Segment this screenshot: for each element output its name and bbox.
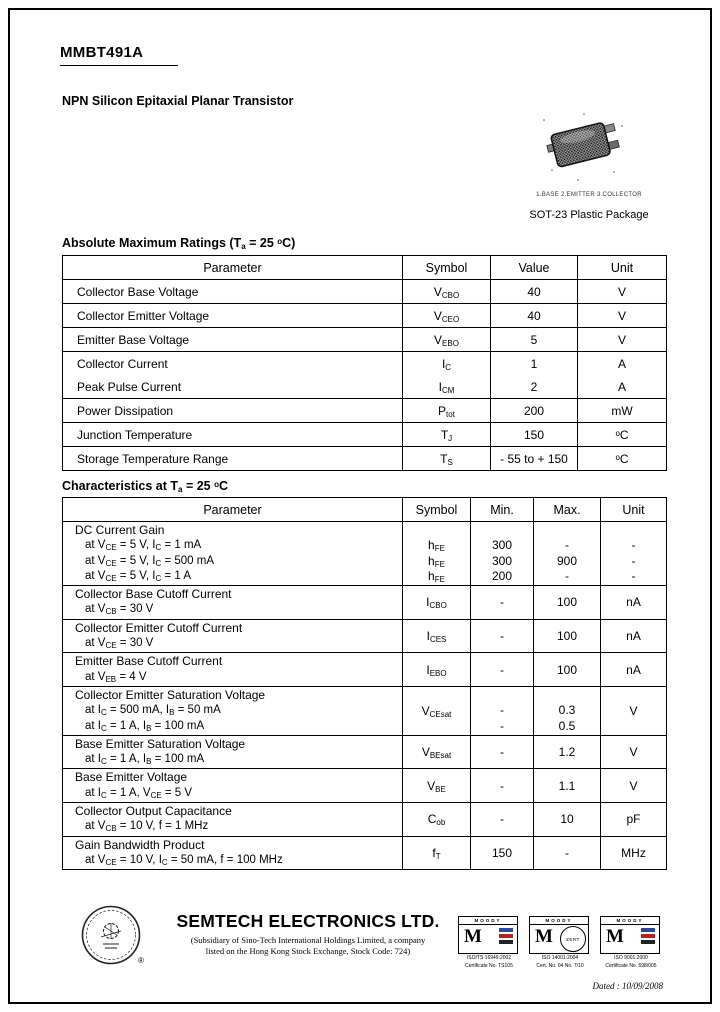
symbol-cell: $C_{ob}$ — [403, 803, 471, 837]
accreditation-marks-icon — [641, 928, 655, 944]
table-row — [63, 619, 667, 653]
param-cell: Collector Current — [63, 352, 403, 376]
symbol-cell: $V_{CEO}$ — [403, 304, 491, 328]
characteristics-table-body — [63, 522, 667, 870]
column-header: Max. — [534, 498, 601, 522]
symbol-cell: $V_{EBO}$ — [403, 328, 491, 352]
symbol-cell: $I_{CBO}$ — [403, 586, 471, 620]
param-cell: Collector Emitter Cutoff Current at $V_{CE} = 30$ V — [63, 619, 403, 653]
cert-number: Certificate No. 698/005 — [605, 962, 657, 969]
abs-max-table-body — [63, 280, 667, 471]
unit-cell: V — [601, 735, 667, 769]
max-cell: 100 — [534, 653, 601, 687]
table-row — [63, 836, 667, 870]
max-cell: - 900 - — [534, 522, 601, 586]
company-block — [158, 911, 458, 956]
registered-trademark: ® — [138, 956, 144, 965]
param-cell: Collector Emitter Saturation Voltage at $I_C = 500$ mA, $I_B = 50$ mA at $I_C = 1$ A, $I_B = 100$ mA — [63, 686, 403, 735]
moody-logo-icon: M — [464, 926, 482, 947]
table-row — [63, 803, 667, 837]
unit-cell: nA — [601, 653, 667, 687]
unit-cell: V — [578, 304, 667, 328]
cert-badges — [458, 916, 662, 969]
symbol-cell: $V_{CBO}$ — [403, 280, 491, 304]
symbol-cell: $V_{BEsat}$ — [403, 735, 471, 769]
company-subtext-line1: (Subsidiary of Sino-Tech International Holdings Limited, a company — [190, 935, 426, 945]
symbol-cell: $I_{EBO}$ — [403, 653, 471, 687]
symbol-cell: $f_T$ — [403, 836, 471, 870]
package-caption: SOT-23 Plastic Package — [529, 209, 649, 221]
unit-cell: A — [578, 352, 667, 376]
unit-cell: - - - — [601, 522, 667, 586]
table-row — [63, 769, 667, 803]
param-cell: Collector Base Cutoff Current at $V_{CB} = 30$ V — [63, 586, 403, 620]
max-cell: 100 — [534, 586, 601, 620]
symbol-cell: $I_C$ — [403, 352, 491, 376]
min-cell: - — [471, 769, 534, 803]
max-cell: 1.1 — [534, 769, 601, 803]
cert-badge-logo — [529, 916, 589, 954]
unit-cell: A — [578, 375, 667, 399]
param-cell: Peak Pulse Current — [63, 375, 403, 399]
param-cell: Base Emitter Voltage at $I_C = 1$ A, $V_{CE} = 5$ V — [63, 769, 403, 803]
param-cell: Collector Emitter Voltage — [63, 304, 403, 328]
table-row — [63, 653, 667, 687]
unit-cell: nA — [601, 586, 667, 620]
min-cell: - — [471, 586, 534, 620]
param-cell: Junction Temperature — [63, 423, 403, 447]
pin-labels: 1.BASE 2.EMITTER 3.COLLECTOR — [536, 192, 642, 198]
symbol-cell: $P_{tot}$ — [403, 399, 491, 423]
min-cell: 300 300 200 — [471, 522, 534, 586]
value-cell: 200 — [491, 399, 578, 423]
table-header-row — [63, 498, 667, 522]
accreditation-marks-icon — [499, 928, 513, 944]
max-cell: 100 — [534, 619, 601, 653]
unit-cell: $^o$C — [578, 447, 667, 471]
characteristics-table — [62, 497, 667, 870]
cert-standard: ISO 9001:2000 — [614, 955, 648, 961]
sot23-package-photo-icon — [534, 106, 630, 190]
unit-cell: mW — [578, 399, 667, 423]
part-number-title: MMBT491A — [60, 44, 178, 66]
value-cell: 5 — [491, 328, 578, 352]
table-header-row — [63, 256, 667, 280]
dated-label: Dated : 10/09/2008 — [592, 981, 663, 991]
cert-badge — [529, 916, 591, 969]
zert-seal-icon: ZERT — [560, 926, 586, 952]
symbol-cell: $I_{CM}$ — [403, 375, 491, 399]
value-cell: - 55 to + 150 — [491, 447, 578, 471]
cert-badge-logo — [458, 916, 518, 954]
moody-label: MOODY — [601, 917, 659, 925]
cert-badge — [458, 916, 520, 969]
param-cell: Gain Bandwidth Product at $V_{CE} = 10$ V, $I_C = 50$ mA, f = 100 MHz — [63, 836, 403, 870]
value-cell: 40 — [491, 304, 578, 328]
max-cell: 1.2 — [534, 735, 601, 769]
abs-max-heading: Absolute Maximum Ratings ($T_a = 25$ $^o$C) — [62, 236, 296, 251]
unit-cell: V — [578, 328, 667, 352]
column-header: Parameter — [63, 498, 403, 522]
param-cell: Emitter Base Voltage — [63, 328, 403, 352]
moody-label: MOODY — [459, 917, 517, 925]
max-cell: - — [534, 836, 601, 870]
table-row — [63, 447, 667, 471]
table-row — [63, 735, 667, 769]
param-cell: Collector Base Voltage — [63, 280, 403, 304]
value-cell: 40 — [491, 280, 578, 304]
moody-logo-icon: M — [535, 926, 553, 947]
column-header: Value — [491, 256, 578, 280]
column-header: Unit — [578, 256, 667, 280]
param-cell: Emitter Base Cutoff Current at $V_{EB} = 4$ V — [63, 653, 403, 687]
param-cell: DC Current Gain at $V_{CE} = 5$ V, $I_C = 1$ mA at $V_{CE} = 5$ V, $I_C = 500$ mA at $V_{CE} = 5$ V, $I_C = 1$ A — [63, 522, 403, 586]
cert-standard: ISO/TS 16949:2002 — [466, 955, 512, 961]
moody-logo-icon: M — [606, 926, 624, 947]
column-header: Symbol — [403, 256, 491, 280]
cert-number: Certificate No. TS105 — [465, 962, 513, 969]
param-cell: Base Emitter Saturation Voltage at $I_C = 1$ A, $I_B = 100$ mA — [63, 735, 403, 769]
abs-max-table — [62, 255, 667, 471]
table-row — [63, 352, 667, 376]
unit-cell: V — [578, 280, 667, 304]
column-header: Unit — [601, 498, 667, 522]
max-cell: 10 — [534, 803, 601, 837]
min-cell: - — [471, 803, 534, 837]
table-row — [63, 280, 667, 304]
table-row — [63, 522, 667, 586]
column-header: Min. — [471, 498, 534, 522]
max-cell: 0.3 0.5 — [534, 686, 601, 735]
cert-standard: ISO 14001:2004 — [541, 955, 579, 961]
min-cell: - — [471, 653, 534, 687]
param-cell: Collector Output Capacitance at $V_{CB} = 10$ V, f = 1 MHz — [63, 803, 403, 837]
symbol-cell: $h_{FE}$ $h_{FE}$ $h_{FE}$ — [403, 522, 471, 586]
param-cell: Power Dissipation — [63, 399, 403, 423]
param-cell: Storage Temperature Range — [63, 447, 403, 471]
value-cell: 1 — [491, 352, 578, 376]
value-cell: 2 — [491, 375, 578, 399]
table-row — [63, 423, 667, 447]
table-row — [63, 586, 667, 620]
cert-number: Cert. No. 04 No. 7/10 — [536, 962, 584, 969]
unit-cell: V — [601, 769, 667, 803]
symbol-cell: $T_S$ — [403, 447, 491, 471]
table-row — [63, 399, 667, 423]
table-row — [63, 375, 667, 399]
min-cell: - — [471, 735, 534, 769]
value-cell: 150 — [491, 423, 578, 447]
table-row — [63, 328, 667, 352]
unit-cell: nA — [601, 619, 667, 653]
symbol-cell: $V_{CEsat}$ — [403, 686, 471, 735]
unit-cell: MHz — [601, 836, 667, 870]
characteristics-heading: Characteristics at $T_a = 25$ $^o$C — [62, 479, 229, 494]
unit-cell: V — [601, 686, 667, 735]
symbol-cell: $V_{BE}$ — [403, 769, 471, 803]
company-subtext-line2: listed on the Hong Kong Stock Exchange, Stock Code: 724) — [205, 945, 411, 956]
column-header: Parameter — [63, 256, 403, 280]
min-cell: - — [471, 619, 534, 653]
cert-badge — [600, 916, 662, 969]
unit-cell: $^o$C — [578, 423, 667, 447]
cert-badge-logo — [600, 916, 660, 954]
symbol-cell: $I_{CES}$ — [403, 619, 471, 653]
company-stamp-icon — [80, 904, 142, 966]
table-row — [63, 686, 667, 735]
table-row — [63, 304, 667, 328]
device-description: NPN Silicon Epitaxial Planar Transistor — [62, 94, 294, 108]
unit-cell: pF — [601, 803, 667, 837]
company-name: SEMTECH ELECTRONICS LTD. — [176, 911, 440, 931]
moody-label: MOODY — [530, 917, 588, 925]
min-cell: - - — [471, 686, 534, 735]
symbol-cell: $T_J$ — [403, 423, 491, 447]
min-cell: 150 — [471, 836, 534, 870]
column-header: Symbol — [403, 498, 471, 522]
